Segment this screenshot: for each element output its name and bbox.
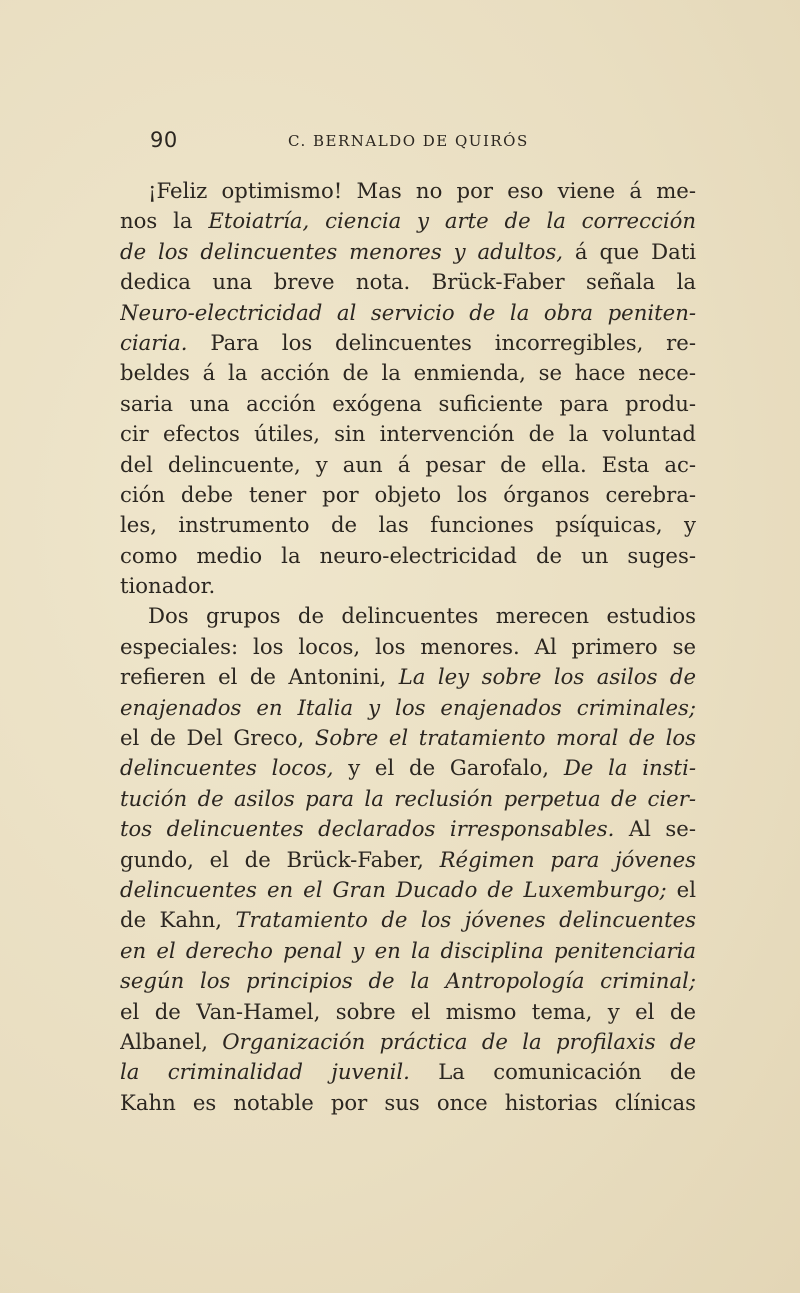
text-line: ciaria. Para los delincuentes incorregibles, re- bbox=[120, 329, 696, 355]
text-line: tución de asilos para la reclusión perpetua de cier- bbox=[120, 785, 696, 811]
text-line: del delincuente, y aun á pesar de ella. Esta ac- bbox=[120, 451, 696, 477]
running-head: C. BERNALDO DE QUIRÓS bbox=[288, 132, 529, 150]
text-line: Albanel, Organización práctica de la profilaxis de bbox=[120, 1028, 696, 1054]
text-line: saria una acción exógena suficiente para produ- bbox=[120, 390, 696, 416]
text-line: el de Van-Hamel, sobre el mismo tema, y el de bbox=[120, 998, 696, 1024]
text-line: especiales: los locos, los menores. Al primero se bbox=[120, 633, 696, 659]
text-line: la criminalidad juvenil. La comunicación de bbox=[120, 1059, 696, 1085]
text-line: enajenados en Italia y los enajenados criminales; bbox=[120, 694, 696, 720]
text-line: Neuro-electricidad al servicio de la obra peniten- bbox=[120, 299, 696, 325]
text-line: el de Del Greco, Sobre el tratamiento moral de los bbox=[120, 725, 696, 751]
text-line: nos la Etoiatría, ciencia y arte de la corrección bbox=[120, 208, 696, 234]
text-line: les, instrumento de las funciones psíquicas, y bbox=[120, 512, 696, 538]
body-text bbox=[120, 176, 696, 1118]
text-line: cir efectos útiles, sin intervención de la voluntad bbox=[120, 421, 696, 447]
text-line: según los principios de la Antropología criminal; bbox=[120, 968, 696, 994]
text-line: beldes á la acción de la enmienda, se hace nece- bbox=[120, 360, 696, 386]
text-line: como medio la neuro-electricidad de un suges- bbox=[120, 542, 696, 568]
text-line: dedica una breve nota. Brück-Faber señala la bbox=[120, 269, 696, 295]
text-line: ¡Feliz optimismo! Mas no por eso viene á me- bbox=[148, 178, 696, 203]
text-line: gundo, el de Brück-Faber, Régimen para jóvenes bbox=[120, 846, 696, 872]
text-line: tionador. bbox=[120, 573, 216, 599]
text-line: delincuentes en el Gran Ducado de Luxemburgo; el bbox=[120, 876, 696, 902]
text-line: Kahn es notable por sus once historias clínicas bbox=[120, 1089, 696, 1115]
text-line: de Kahn, Tratamiento de los jóvenes delincuentes bbox=[120, 907, 696, 933]
text-line: refieren el de Antonini, La ley sobre los asilos de bbox=[120, 664, 696, 690]
page-number: 90 bbox=[150, 128, 178, 152]
text-line: en el derecho penal y en la disciplina penitenciaria bbox=[120, 937, 696, 963]
text-line: Dos grupos de delincuentes merecen estudios bbox=[148, 603, 696, 629]
text-line: delincuentes locos, y el de Garofalo, De la insti- bbox=[120, 755, 696, 781]
text-line: ción debe tener por objeto los órganos cerebra- bbox=[120, 481, 696, 507]
page-header bbox=[150, 128, 710, 158]
text-line: de los delincuentes menores y adultos, á que Dati bbox=[120, 238, 696, 264]
text-line: tos delincuentes declarados irresponsables. Al se- bbox=[120, 816, 696, 842]
